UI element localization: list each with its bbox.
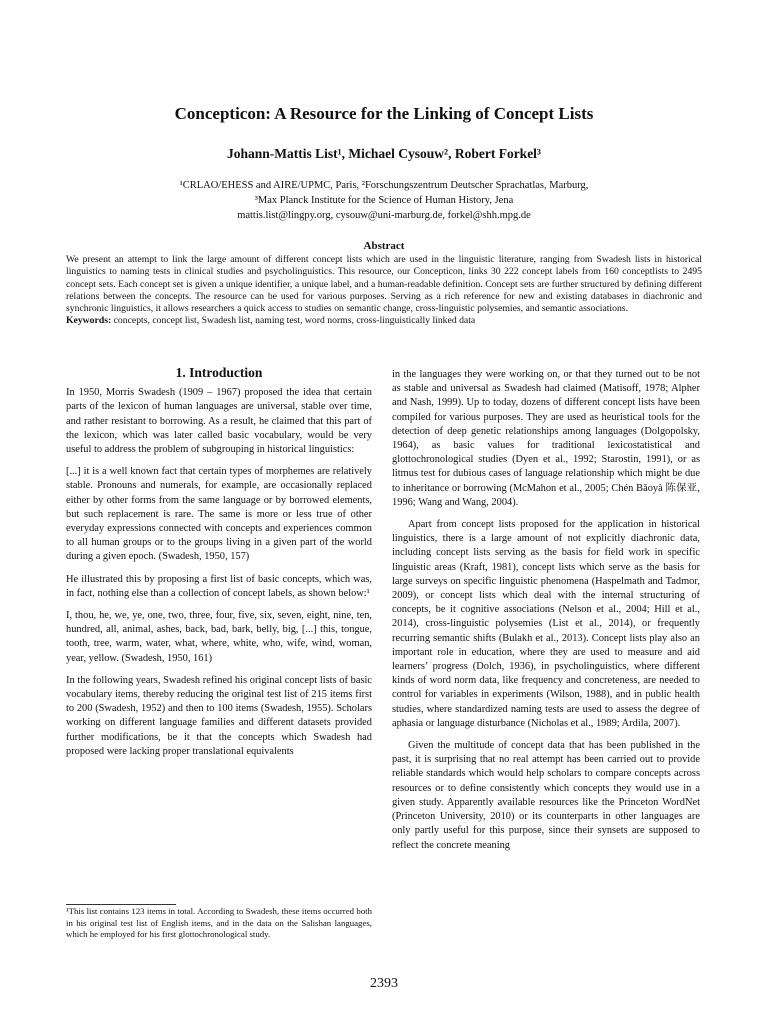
affiliations <box>0 178 768 223</box>
footnote: ¹This list contains 123 items in total. According to Swadesh, these items occurred both in his original test list of English items, and in the data on the Salishan languages, which he employed for his first glottochronological study. <box>66 906 372 939</box>
page-number: 2393 <box>370 976 398 991</box>
block-quote-1: [...] it is a well known fact that certain types of morphemes are relatively stable. Pronouns and numerals, for example, are occasionally replaced either by other forms from the same language or by borrowed elements, but such replacement is rare. The same is more or less true of other everyday expressions connected with concepts and experiences common to all human groups or to the groups living in a given part of the world during a given epoch. (Swadesh, 1950, 157) <box>66 466 372 563</box>
keywords-label: Keywords: <box>66 315 112 327</box>
right-paragraph-3: Given the multitude of concept data that has been published in the past, it is surprising that no real attempt has been carried out to provide reliable standards which would help scholars to compare concepts across resources or to define consistently which concepts they would use in a given study. Apparently available resources like the Princeton WordNet (Princeton University, 2010) or its counterparts in other languages are only partly useful for this purpose, since their synsets are supposed to reflect the concrete meaning <box>392 740 700 851</box>
abstract-heading: Abstract <box>363 240 405 252</box>
right-paragraph-1: in the languages they were working on, or that they turned out to be not as stable and universal as Swadesh had claimed (Matisoff, 1978; Alpher and Nash, 1999). Up to today, dozens of different concept lists have been compiled for various purposes. They are used as heuristical tools for the detection of deep genetic relationships among languages (Dolgopolsky, 1964), as basic values for traditional lexicostatistical and glottochronological studies (Dyen et al., 1992; Starostin, 1991), or as litmus test for dubious cases of language relationship which might be due to inheritance or borrowing (McMahon et al., 2005; Chén Bǎoyà 陈保亚, 1996; Wang and Wang, 2004). <box>392 369 700 508</box>
keywords-text: concepts, concept list, Swadesh list, naming test, word norms, cross-linguistically linked data <box>111 315 476 327</box>
footnote-divider <box>66 904 176 905</box>
section-heading-introduction: 1. Introduction <box>175 365 263 380</box>
paper-title: Concepticon: A Resource for the Linking of Concept Lists <box>174 104 594 123</box>
abstract-text: We present an attempt to link the large amount of different concept lists which are used in the linguistic literature, ranging from Swadesh lists in historical linguistics to naming tests in clinical studies and psycholinguistics. This resource, our Concepticon, links 30 222 concept labels from 160 conceptlists to 2495 concept sets. Each concept set is given a unique identifier, a unique label, and a human-readable definition. Concept sets are further structured by defining different relations between the concepts. The resource can be used for various purposes. Serving as a rich reference for new and existing databases in diachronic and synchronic linguistics, it allows researchers a quick access to studies on semantic change, cross-linguistic polysemies, and semantic associations. <box>66 254 702 315</box>
affiliation-line-2: ³Max Planck Institute for the Science of Human History, Jena <box>254 195 514 206</box>
intro-paragraph-3: In the following years, Swadesh refined his original concept lists of basic vocabulary items, thereby reducing the original test list of 215 items first to 200 (Swadesh, 1952) and then to 100 items (Swadesh, 1955). Scholars working on different language families and different datasets provided further modifications, be it that the concepts which Swadesh had proposed were lacking proper translational equivalents <box>66 674 372 757</box>
intro-paragraph-1: In 1950, Morris Swadesh (1909 – 1967) proposed the idea that certain parts of the lexicon of human languages are universal, stable over time, and rather resistant to borrowing. As a result, he claimed that this part of the lexicon, which was later called basic vocabulary, would be very useful to address the problem of subgrouping in historical linguistics: <box>66 387 372 456</box>
keywords-line <box>66 315 702 327</box>
abstract-body <box>66 254 702 328</box>
right-paragraph-2: Apart from concept lists proposed for the application in historical linguistics, there is a large amount of not explicitly diachronic data, including concept lists serving as the basis for field work in specific linguistic areas (Kraft, 1981), concept lists which serve as the basis for large surveys on specific linguistic phenomena (Haspelmath and Tadmor, 2009), or concept lists which deal with the internal structuring of concepts, be it cognitive associations (Nelson et al., 2004; Hill et al., 2014), cross-linguistic polysemies (List et al., 2014), or frequently recurring semantic shifts (Bulakh et al., 2013). Concept lists play also an important role in education, where they are used to measure and aid learners’ progress (Dolch, 1936), in psycholinguistics, where different kinds of word norm data, like frequency and concreteness, are needed to control for variables in experiments (Wilson, 1988), and in public health studies, where standardized naming tests are used to assess the degree of aphasia or language disturbance (Nicholas et al., 1989; Ardila, 2007). <box>392 519 700 729</box>
author-emails: mattis.list@lingpy.org, cysouw@uni-marburg.de, forkel@shh.mpg.de <box>237 210 531 221</box>
affiliation-line-1: ¹CRLAO/EHESS and AIRE/UPMC, Paris, ²Forschungszentrum Deutscher Sprachatlas, Marburg, <box>179 180 589 191</box>
right-column <box>392 368 700 861</box>
author-list: Johann-Mattis List¹, Michael Cysouw², Robert Forkel³ <box>226 146 541 161</box>
intro-paragraph-2: He illustrated this by proposing a first list of basic concepts, which was, in fact, nothing else than a collection of concept labels, as shown below:¹ <box>66 573 372 599</box>
block-quote-2: I, thou, he, we, ye, one, two, three, four, five, six, seven, eight, nine, ten, hundred, all, animal, ashes, back, bad, bark, belly, big, [...] this, tongue, tooth, tree, warm, water, what, where, white, who, wife, wind, woman, year, yellow. (Swadesh, 1950, 161) <box>66 610 372 664</box>
left-column <box>66 364 372 767</box>
